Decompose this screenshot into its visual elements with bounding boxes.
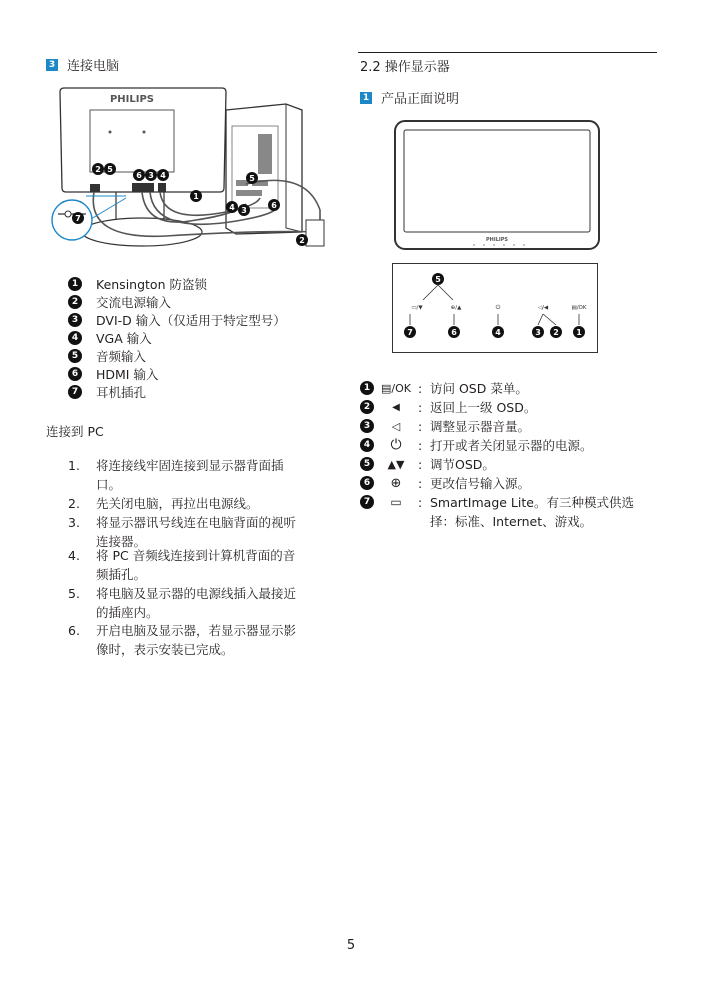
legend-text: VGA 输入 [96,331,152,346]
section-title: 产品正面说明 [381,92,460,107]
step-line: 将电脑及显示器的电源线插入最接近 [96,586,297,601]
control-colon: : [418,457,423,472]
legend-item [68,384,146,400]
connect-pc-title: 连接到 PC [46,424,104,439]
legend-text: 耳机插孔 [96,385,147,400]
panel-button-label: ◁/◀ [537,305,549,311]
diagram-callout-5b: 5 [249,174,255,183]
control-item [360,398,660,417]
diagram-callout-5: 5 [107,165,113,174]
control-colon: : [418,438,423,453]
section-heading-connect [46,55,119,74]
page-number: 5 [346,938,356,953]
section-title: 连接电脑 [67,59,120,74]
legend-text: HDMI 输入 [96,367,159,382]
control-item [360,455,660,474]
step-number: 1. [68,458,80,473]
panel-callout: 2 [553,328,559,337]
step-item [68,584,348,622]
control-description: 打开或者关闭显示器的电源。 [430,438,593,453]
legend-item [68,276,207,292]
back-icon: ◀ [392,402,400,413]
step-number: 5. [68,586,80,601]
input-source-icon: ⊕ [390,476,402,491]
panel-callout: 3 [535,328,541,337]
section-rule [358,52,657,53]
control-colon: : [418,381,423,396]
legend-item [68,330,152,346]
section-number: 3 [46,59,58,71]
diagram-callout-3: 3 [148,171,154,180]
legend-text: DVI-D 输入（仅适用于特定型号） [96,313,286,328]
control-number: 5 [360,457,374,471]
section-number: 1 [360,92,372,104]
panel-button-label: ▤/OK [571,305,587,311]
control-item [360,474,660,493]
control-number: 2 [360,400,374,414]
diagram-callout-3b: 3 [241,206,247,215]
connection-diagram [46,80,346,252]
volume-icon: ◁ [391,420,401,433]
legend-item [68,312,286,328]
step-line: 频插孔。 [96,567,147,582]
smartimage-icon: ▭ [390,495,402,509]
legend-text: 交流电源输入 [96,295,172,310]
diagram-brand-label: PHILIPS [109,94,155,105]
step-line: 将 PC 音频线连接到计算机背面的音 [96,548,296,563]
diagram-callout-7: 7 [75,214,81,223]
step-item [68,546,348,584]
diagram-callout-6b: 6 [271,201,277,210]
front-view-heading [360,88,459,107]
step-number: 3. [68,515,80,530]
up-down-arrows-icon: ▲▼ [387,458,405,471]
step-line: 将显示器讯号线连在电脑背面的视听 [96,515,297,530]
legend-item [68,366,158,382]
step-line: 的插座内。 [96,605,159,620]
panel-callout: 1 [576,328,582,337]
diagram-callout-2: 2 [95,165,101,174]
control-item [360,436,660,455]
step-line: 将连接线牢固连接到显示器背面插 [96,458,284,473]
step-item [68,456,348,494]
legend-item [68,294,171,310]
control-colon: : [418,419,423,434]
diagram-callout-1: 1 [193,192,199,201]
diagram-callout-2b: 2 [299,236,305,245]
control-item [360,417,660,436]
diagram-callout-6: 6 [136,171,142,180]
operate-heading: 2.2 操作显示器 [360,60,450,75]
legend-item [68,348,146,364]
control-colon: : [418,476,423,491]
panel-callout: 4 [495,328,501,337]
panel-callout: 7 [407,328,413,337]
legend-number: 1 [68,277,82,291]
control-item [360,379,660,398]
step-number: 6. [68,623,80,638]
step-number: 2. [68,496,80,511]
control-description: 更改信号输入源。 [430,476,531,491]
legend-number: 5 [68,349,82,363]
control-number: 3 [360,419,374,433]
control-colon: : [418,495,423,510]
control-number: 4 [360,438,374,452]
diagram-callout-4: 4 [160,171,166,180]
panel-button-label: ⊕/▲ [450,305,462,311]
panel-button-label: ▭/▼ [411,305,423,311]
legend-number: 2 [68,295,82,309]
control-number: 1 [360,381,374,395]
menu-ok-icon: ▤/OK [381,382,411,395]
control-number: 6 [360,476,374,490]
panel-button-label: ⏻ [495,304,501,311]
control-number: 7 [360,495,374,509]
control-description: 调整显示器音量。 [430,419,531,434]
legend-number: 6 [68,367,82,381]
step-line: 连接器。 [96,534,147,549]
legend-number: 4 [68,331,82,345]
control-description: 访问 OSD 菜单。 [430,381,528,396]
control-description: 择：标准、Internet、游戏。 [430,514,593,529]
step-number: 4. [68,548,80,563]
panel-callout-top: 5 [435,275,441,284]
control-description: SmartImage Lite。有三种模式供选 [430,495,634,510]
control-colon: : [418,400,423,415]
control-panel-diagram [392,263,598,353]
step-line: 开启电脑及显示器，若显示器显示影 [96,623,297,638]
control-item [360,493,660,531]
control-description: 调节OSD。 [430,457,495,472]
control-description: 返回上一级 OSD。 [430,400,537,415]
legend-text: 音频输入 [96,349,147,364]
power-icon: ⏻ [390,437,402,453]
panel-callout: 6 [451,328,457,337]
legend-number: 7 [68,385,82,399]
diagram-callout-4b: 4 [229,203,235,212]
monitor-brand: PHILIPS [485,237,509,243]
step-line: 像时，表示安装已完成。 [96,642,234,657]
step-item [68,621,348,659]
legend-number: 3 [68,313,82,327]
step-line: 先关闭电脑，再拉出电源线。 [96,496,259,511]
step-line: 口。 [96,477,122,492]
monitor-front-illustration [392,118,602,253]
legend-text: Kensington 防盗锁 [96,277,207,292]
step-item [68,494,348,513]
